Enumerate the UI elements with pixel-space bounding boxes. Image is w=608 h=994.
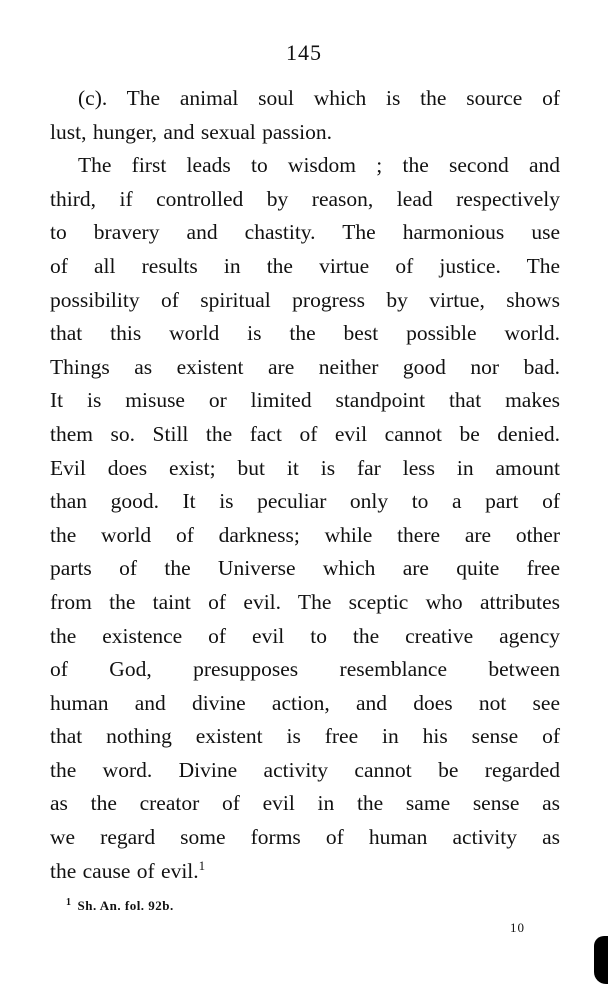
paragraph-line: to bravery and chastity. The harmonious use: [50, 220, 560, 245]
paragraph-line: (c). The animal soul which is the source of: [78, 86, 560, 110]
paragraph-line: from the taint of evil. The sceptic who attributes: [50, 589, 560, 614]
footnote-reference[interactable]: 1: [198, 857, 206, 873]
paragraph-line: of God, presupposes resemblance between: [50, 657, 560, 682]
footnote-text: Sh. An. fol. 92b.: [77, 898, 174, 913]
paragraph-line: parts of the Universe which are quite free: [50, 556, 560, 581]
paragraph-last-line: [50, 855, 560, 889]
signature-mark: 10: [510, 920, 525, 935]
paragraph-line: than good. It is peculiar only to a part of: [50, 489, 560, 514]
paragraph-line: lust, hunger, and sexual passion.: [50, 119, 332, 144]
footnote: [66, 898, 174, 914]
paragraph-line: human and divine action, and does not see: [50, 690, 560, 715]
paragraph-line: we regard some forms of human activity as: [50, 825, 560, 850]
paragraph-line: the existence of evil to the creative agency: [50, 623, 560, 648]
paragraph-line: The first leads to wisdom ; the second and: [78, 153, 560, 178]
paragraph-line: the cause of evil.: [50, 858, 199, 883]
page-number: 145: [286, 40, 322, 65]
paragraph-line: them so. Still the fact of evil cannot be denied.: [50, 421, 560, 446]
paragraph-line: as the creator of evil in the same sense as: [50, 791, 560, 816]
paragraph-line: third, if controlled by reason, lead respectively: [50, 186, 560, 211]
body-text: [50, 82, 560, 888]
paragraph-line: that this world is the best possible world.: [50, 321, 560, 346]
paragraph-line: that nothing existent is free in his sense of: [50, 724, 560, 749]
footnote-mark: 1: [66, 896, 72, 908]
paragraph-line: Things as existent are neither good nor bad.: [50, 354, 560, 379]
paragraph-line: possibility of spiritual progress by virtue, shows: [50, 287, 560, 312]
paragraph-line: the word. Divine activity cannot be regarded: [50, 757, 560, 782]
paragraph-line: It is misuse or limited standpoint that makes: [50, 388, 560, 413]
page-edge-shadow: [594, 936, 608, 984]
paragraph-line: the world of darkness; while there are other: [50, 522, 560, 547]
paragraph-line: of all results in the virtue of justice. The: [50, 253, 560, 278]
paragraph-line: Evil does exist; but it is far less in amount: [50, 455, 560, 480]
